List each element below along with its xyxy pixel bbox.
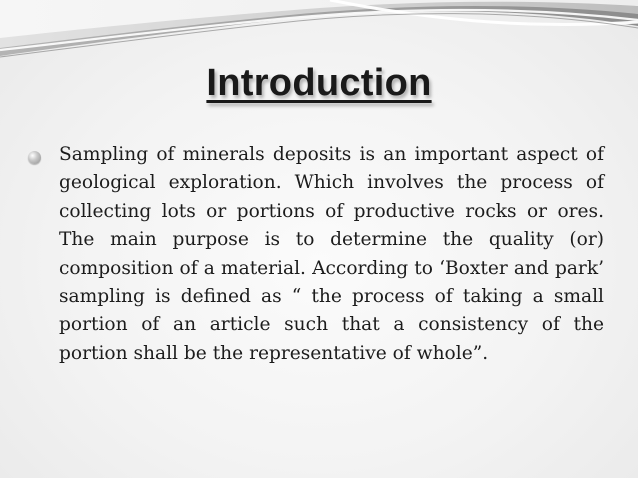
- list-item: [24, 141, 604, 368]
- slide-content: [24, 141, 604, 368]
- bullet-text: Sampling of minerals deposits is an important aspect of geological exploration. Which involves the process of collecting lots or portions of productive rocks or ores. The main purpose is to determine the quality (or) composition of a material. According to ‘Boxter and park’ sampling is defined as “ the process of taking a small portion of an article such that a consistency of the portion shall be the representative of whole”.: [59, 144, 604, 364]
- page-title: Introduction: [206, 62, 432, 104]
- bullet-icon: [28, 151, 41, 164]
